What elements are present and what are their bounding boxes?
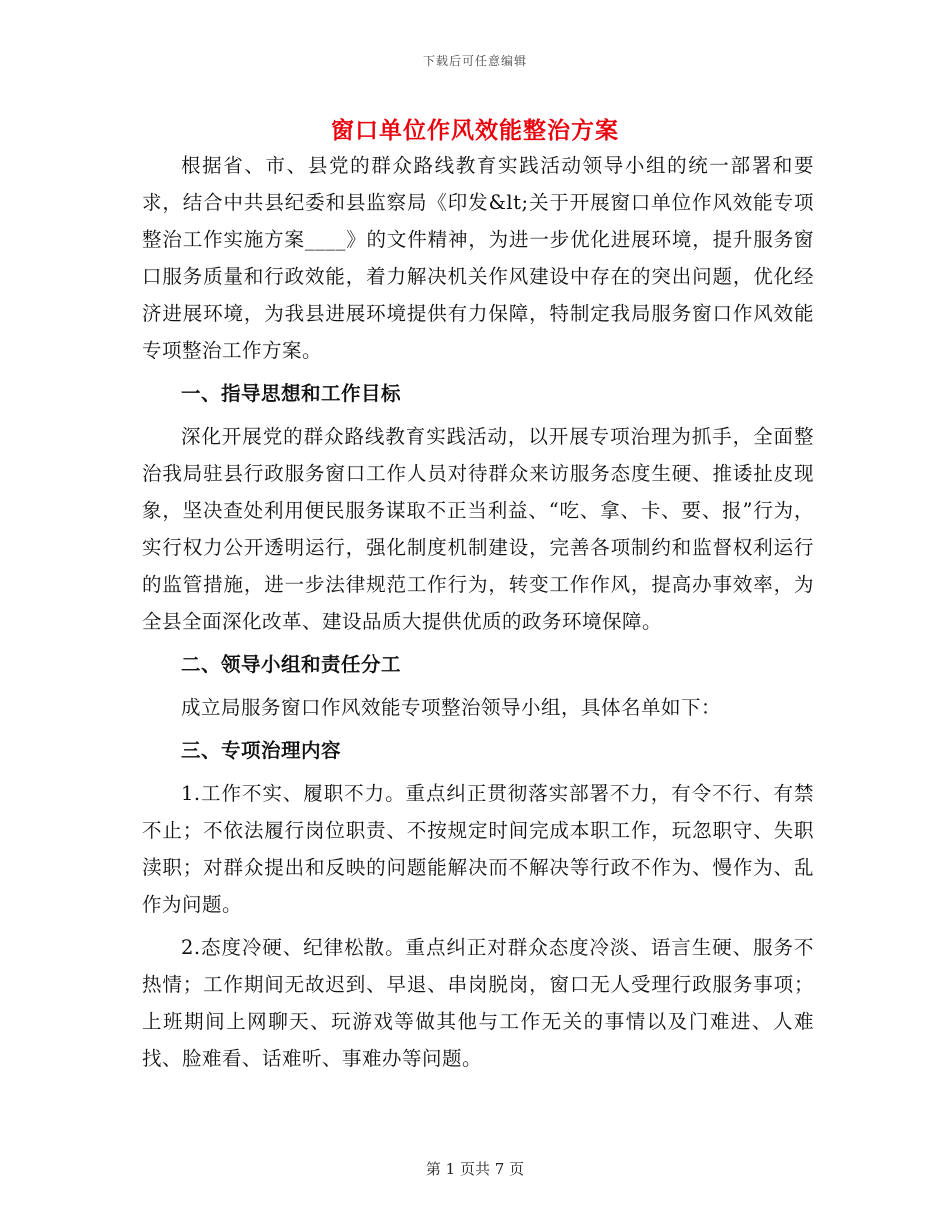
intro-paragraph: 根据省、市、县党的群众路线教育实践活动领导小组的统一部署和要求，结合中共县纪委和县监察局《印发&lt;关于开展窗口单位作风效能专项整治工作实施方案____》的文件精神，为进一步优化进展环境，提升服务窗口服务质量和行政效能，着力解决机关作风建设中存在的突出问题，优化经济进展环境，为我县进展环境提供有力保障，特制定我局服务窗口作风效能专项整治工作方案。 [142, 154, 814, 362]
item-1-text: 工作不实、履职不力。重点纠正贯彻落实部署不力，有令不行、有禁不止；不依法履行岗位职责、不按规定时间完成本职工作，玩忽职守、失职渎职；对群众提出和反映的问题能解决而不解决等行政不作为、慢作为、乱作为问题。 [142, 782, 814, 916]
page-footer: 第 1 页共 7 页 [425, 1160, 525, 1178]
item-1-label: 1. [181, 782, 201, 805]
page-header: 下载后可任意编辑 [422, 54, 527, 68]
item-2-text: 态度冷硬、纪律松散。重点纠正对群众态度冷淡、语言生硬、服务不热情；工作期间无故迟到、早退、串岗脱岗，窗口无人受理行政服务事项；上班期间上网聊天、玩游戏等做其他与工作无关的事情以及门难进、人难找、脸难看、话难听、事难办等问题。 [142, 936, 814, 1070]
document-body [142, 147, 814, 1083]
section-1-heading: 一、指导思想和工作目标 [181, 382, 402, 405]
section-3-heading: 三、专项治理内容 [181, 739, 342, 762]
section-3-item-1 [142, 775, 814, 923]
document-title: 窗口单位作风效能整治方案 [331, 117, 619, 144]
section-2-heading: 二、领导小组和责任分工 [181, 653, 402, 676]
item-2-label: 2. [181, 936, 201, 959]
section-1-body: 深化开展党的群众路线教育实践活动，以开展专项治理为抓手，全面整治我局驻县行政服务窗口工作人员对待群众来访服务态度生硬、推诿扯皮现象，坚决查处利用便民服务谋取不正当利益、“吃、拿、卡、要、报”行为，实行权力公开透明运行，强化制度机制建设，完善各项制约和监督权利运行的监管措施，进一步法律规范工作行为，转变工作作风，提高办事效率，为全县全面深化改革、建设品质大提供优质的政务环境保障。 [142, 425, 814, 633]
section-2-body: 成立局服务窗口作风效能专项整治领导小组，具体名单如下： [181, 696, 722, 719]
section-3-item-2 [142, 929, 814, 1077]
